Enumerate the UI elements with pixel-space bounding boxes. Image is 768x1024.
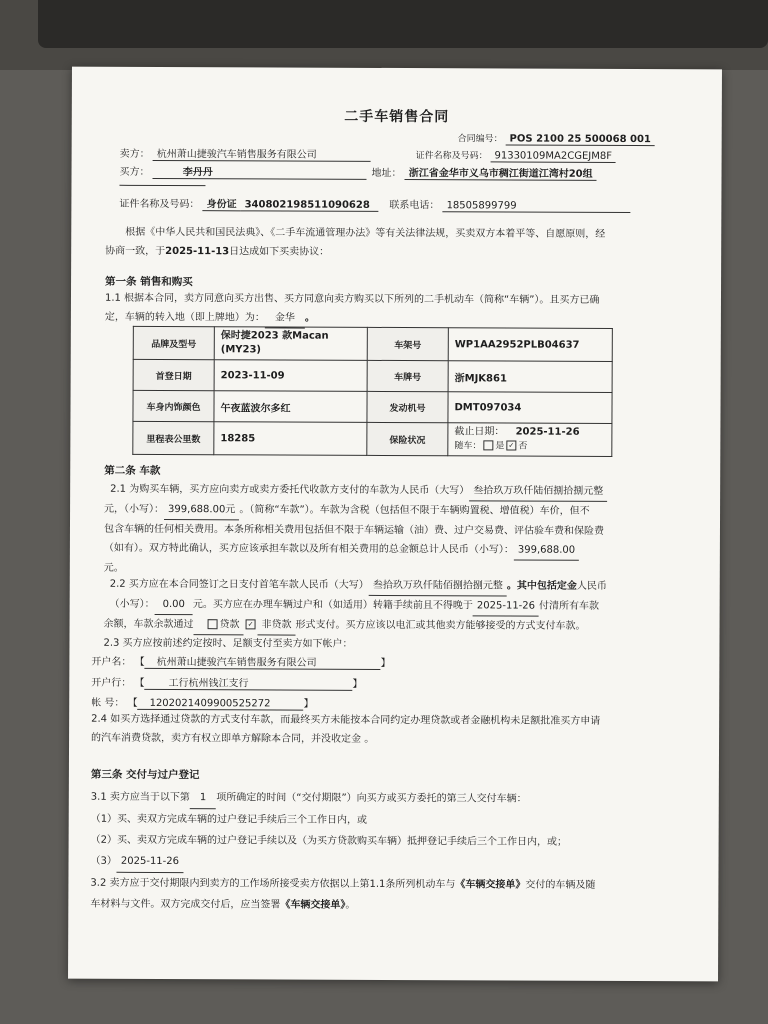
vehicle-info-table [132,326,613,457]
article-3-option-3-label: （3） [90,855,117,867]
preamble-text-a: 协商一致，于 [105,245,166,257]
article-3-title: 第三条 交付与过户登记 [90,768,200,782]
deposit-amount: 0.00 [155,595,193,615]
article-3-2-line-2b: 。 [345,899,356,911]
loan-option [194,615,244,635]
account-number-label: 帐 号： [91,697,125,709]
buyer-phone: 18505899799 [443,200,631,213]
seller-id-row [416,148,616,163]
preamble-text-b: 日达成如下买卖协议： [229,246,330,258]
account-number: 1202021409900525272 [138,698,304,711]
seller-row [120,145,371,162]
seller-id-label: 证件名称及号码： [415,151,488,162]
price-in-words: 叁拾玖万玖仟陆佰捌拾捌元整 [469,481,607,502]
article-2-line-2b: 。（简称“车款”）。车款为含税（包括但不限于车辆购置税、增值税）车价，但不 [239,504,590,517]
mileage-label: 里程表公里数 [133,421,214,454]
article-3-option-1: （1）买、卖双方完成车辆的过户登记手续后三个工作日内，或 [90,813,368,826]
insurance-expiry: 2025-11-26 [515,426,580,438]
non-loan-label: 非贷款 [258,615,296,635]
account-number-row: 帐 号： 【 1202021409900525272 】 [91,697,314,710]
article-3-2-line-2a: 车材料与文件。双方完成交付后，应当签署 [90,898,281,911]
preamble-line-1: 根据《中华人民共和国民法典》、《二手车流通管理办法》等有关法律法规，买卖双方本着平等、自愿原则，经 [125,226,606,240]
engine-value: DMT097034 [448,392,612,424]
agreement-date: 2025-11-13 [165,245,230,258]
article-2-2-line-2b: 元。买方应在办理车辆过户和（如适用）转籍手续前且不得晚于 [192,599,473,612]
delivery-date: 2025-11-26 [117,851,183,873]
payment-deadline: 2025-11-26 [473,596,539,616]
contract-title: 二手车销售合同 [344,108,450,126]
table-row [133,390,612,423]
article-1-line-2: 定，车辆的转入地（即上牌地）为： [104,311,265,324]
address-label: 地址： [371,167,402,180]
address-row [372,164,597,181]
article-2-2-line-1: 2.2 买方应在本合同签订之日支付首笔车款人民币（大写） [109,578,369,591]
with-car-label: 随车： [454,441,482,452]
buyer-id-number: 340802198511090628 [241,199,379,212]
article-2-section-2 [104,575,692,638]
plate-value: 浙MJK861 [448,361,612,393]
handover-form-ref-2: 《车辆交接单》 [280,899,346,911]
blank-line [119,185,205,186]
bank-name: 工行杭州钱江支行 [144,674,352,691]
seller-id: 91330109MA2CGEJM8F [490,150,616,163]
insurance-expiry-label: 截止日期： [454,426,505,438]
reg-date-value: 2023-11-09 [214,360,367,392]
plate-label: 车牌号 [367,360,448,391]
article-1-title: 第一条 销售和购买 [105,275,193,289]
handover-form-ref-1: 《车辆交接单》 [455,879,526,891]
deposit-label: 。其中包括定金 [506,580,577,592]
article-2-line-1: 2.1 为购买车辆，买方应向卖方或卖方委托代收款方支付的车款为人民币（大写） [110,483,470,497]
engine-label: 发动机号 [367,391,448,422]
article-2-line-3: 包含车辆的任何相关费用。本条所称相关费用包括但不限于车辆运输（油）费、过户交易费、评估验车费和保险费 [103,523,604,537]
delivery-item-number: 1 [190,787,216,809]
checkbox-non-loan: ✓ [246,619,256,629]
article-1-body [105,289,693,331]
article-2-line-5: 元。 [103,562,124,574]
buyer-id-label: 证件名称及号码： [119,198,200,211]
article-3-option-2: （2）买、卖双方完成车辆的过户登记手续以及（为买方贷款购买车辆）抵押登记手续后三个工作日内，或； [90,834,568,848]
article-2-line-2a: 元，（小写）： [104,503,165,515]
vin-value: WP1AA2952PLB04637 [448,328,612,362]
loan-label: 贷款 [219,619,240,631]
article-2-2-line-3a: 余额，车款余款通过 [103,618,194,631]
checkbox-yes [483,440,493,450]
brand-model: 保时捷2023 款Macan (MY23) [214,327,367,361]
article-1-end: 。 [304,312,315,324]
registration-place: 金华 [265,308,305,328]
rmb-label: 人民币 [576,580,607,592]
mileage-value: 18285 [214,422,367,456]
account-name-label: 开户名： [91,656,132,668]
seller-name: 杭州萧山捷骏汽车销售服务有限公司 [153,145,371,162]
article-2-4-line-1: 2.4 如买方选择通过贷款的方式支付车款，而最终买方未能按本合同约定办理贷款或者金融机构未足额批准买方申请 [91,713,601,727]
buyer-address: 浙江省金华市义乌市稠江街道江湾村20组 [405,164,597,181]
article-3-body [90,787,703,918]
phone-row [389,196,630,213]
article-1-line-1: 1.1 根据本合同，卖方同意向买方出售、买方同意向卖方购买以下所列的二手机动车（简称“车辆”）。且买方已确 [104,292,600,306]
color-value: 午夜蓝波尔多红 [214,391,367,423]
article-2-2-line-3b: 形式支付。买方应该以电汇或其他卖方能够接受的方式支付车款。 [295,619,586,632]
table-row [133,359,612,392]
price-in-figures: 399,688.00元 [164,500,239,520]
account-name: 杭州萧山捷骏汽车销售服务有限公司 [145,653,381,670]
phone-label: 联系电话： [389,199,440,212]
no-label: 否 [518,441,528,452]
buyer-row [120,163,367,180]
bank-label: 开户行： [91,677,132,689]
contract-number-label: 合同编号： [457,134,503,145]
article-2-2-line-2a: （小写）： [109,598,155,610]
article-3-line-1a: 3.1 卖方应当于以下第 [90,791,190,804]
yes-label: 是 [495,441,505,452]
preamble-line-2 [105,242,329,262]
seller-label: 卖方： [119,148,150,160]
buyer-name: 李丹丹 [153,163,367,180]
buyer-label: 买方： [119,166,150,178]
article-2-2-line-2c: 付清所有车款 [539,600,600,612]
table-row [133,421,612,456]
preamble [105,223,693,264]
buyer-id-row [119,195,378,212]
article-2-section-4 [91,710,703,751]
article-3-line-1b: 项所确定的时间（“交付期限”）向买方或买方委托的第三人交付车辆： [216,792,527,805]
article-3-2-line-1a: 3.2 卖方应于交付期限内到卖方的工作场所接受卖方依据以上第1.1条所列机动车与 [90,877,456,891]
insurance-label: 保险状况 [367,422,448,455]
reg-date-label: 首登日期 [133,359,214,390]
account-name-row: 开户名： 【 杭州萧山捷骏汽车销售服务有限公司 】 [91,653,390,670]
insurance-cell [448,423,612,457]
first-payment-words: 叁拾玖万玖仟陆佰捌拾捌元整 [369,576,507,597]
table-row [133,326,612,361]
contract-number-row [458,131,655,146]
checkbox-loan [208,619,218,629]
article-2-title: 第二条 车款 [104,464,161,477]
bank-row: 开户行： 【 工行杭州钱江支行 】 [91,674,362,691]
checkbox-no: ✓ [506,440,516,450]
total-amount: 399,688.00 [514,541,579,561]
brand-label: 品牌及型号 [133,326,214,359]
article-2-3-line: 2.3 买方应按前述约定按时、足额支付至卖方如下帐户： [103,637,353,650]
contract-number: POS 2100 25 500068 001 [506,133,655,146]
article-3-2-line-1b: 交付的车辆及随 [525,879,596,891]
article-2-section-1 [104,480,692,581]
article-2-4-line-2: 的汽车消费贷款，卖方有权立即单方解除本合同，并没收定金 。 [91,732,375,745]
contract-document [68,67,722,982]
keyboard-tray [38,0,768,48]
vin-label: 车架号 [367,327,448,360]
color-label: 车身内饰颜色 [133,390,214,421]
article-2-line-4: （如有）。双方特此确认，买方应该承担车款以及所有相关费用的总金额总计人民币（小写）： [103,542,514,556]
buyer-id-type: 身份证 [203,195,241,211]
